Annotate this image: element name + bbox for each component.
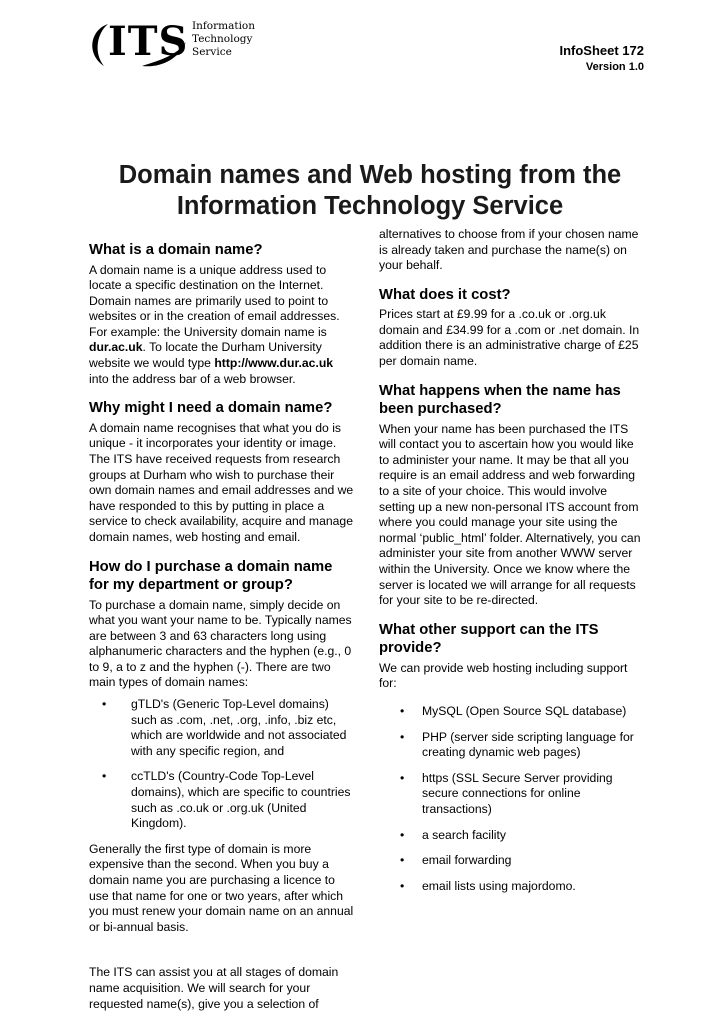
heading-after-purchase: What happens when the name has been purchased? bbox=[379, 382, 621, 418]
list-item: • email lists using majordomo. bbox=[400, 878, 576, 893]
sheet-version: Version 1.0 bbox=[585, 61, 644, 73]
paragraph-after-purchase: When your name has been purchased the ITS will contact you to ascertain how you would like to administer your name. It may be that all you require is an email address and web forwarding to a site of your choice. This would involve setting up a new non-personal ITS account from where you could manage your site using the normal ‘public_html’ folder. Alternatively, you can administer your site from another WWW server within the University. Once we know where the server is located we will arrange for all requests for your site to be re-directed. bbox=[379, 421, 641, 608]
list-item: • a search facility bbox=[400, 827, 506, 842]
domain-example: dur.ac.uk bbox=[89, 340, 143, 355]
its-logo-subtitle bbox=[192, 20, 255, 59]
logo-line: Service bbox=[192, 46, 232, 58]
heading-other-support: What other support can the ITS provide? bbox=[379, 621, 599, 657]
paragraph-what-is-domain: A domain name is a unique address used to locate a specific destination on the Internet. Domain names are primarily used to point to websites or in the creation of email addresses. For example: the University domain name is dur.ac.uk. To locate the Durham University website we would type http://www.dur.ac.uk into the address bar of a web browser. bbox=[89, 262, 340, 386]
paragraph-continued: alternatives to choose from if your chosen name is already taken and purchase the name(s) on your behalf. bbox=[379, 227, 639, 273]
right-column bbox=[379, 227, 641, 904]
page-title bbox=[60, 160, 680, 222]
logo-line: Information bbox=[192, 20, 256, 32]
sheet-number: InfoSheet 172 bbox=[559, 43, 644, 58]
list-item: • https (SSL Secure Server providing secure connections for online transactions) bbox=[400, 770, 613, 816]
list-item: • gTLD's (Generic Top-Level domains) such as .com, .net, .org, .info, .biz etc, which are worldwide and not associated with any specific region, and bbox=[102, 697, 347, 758]
list-item: • MySQL (Open Source SQL database) bbox=[400, 703, 627, 718]
title-line: Domain names and Web hosting from the bbox=[118, 161, 622, 189]
title-line: Information Technology Service bbox=[176, 192, 564, 220]
paragraph-how-purchase: To purchase a domain name, simply decide on what you want your name to be. Typically names are between 3 and 63 characters long using alphanumeric characters and the hyphen (e.g., 0 to 9, a to z and the hyphen (-). There are two main types of domain names: bbox=[89, 597, 352, 690]
list-item: • email forwarding bbox=[400, 853, 512, 868]
url-example: http://www.dur.ac.uk bbox=[214, 356, 334, 371]
support-list bbox=[379, 704, 641, 894]
heading-cost: What does it cost? bbox=[379, 286, 511, 303]
heading-what-is-domain: What is a domain name? bbox=[89, 242, 263, 258]
heading-why-need: Why might I need a domain name? bbox=[89, 400, 333, 417]
domain-type-list bbox=[89, 697, 354, 832]
sheet-info bbox=[559, 43, 644, 75]
list-item: • PHP (server side scripting language for creating dynamic web pages) bbox=[400, 729, 634, 760]
its-logo bbox=[86, 16, 266, 76]
paragraph-why-need: A domain name recognises that what you do is unique - it incorporates your identity or image. The ITS have received requests from research groups at Durham who wish to purchase their own domain names and email addresses and we have responded to this by putting in place a service to check availability, acquire and manage domain names, web hosting and email. bbox=[89, 420, 354, 544]
logo-line: Technology bbox=[192, 33, 253, 45]
heading-how-purchase: How do I purchase a domain name for my department or group? bbox=[89, 558, 333, 593]
left-column bbox=[89, 227, 354, 1012]
paragraph-pricing-types: Generally the first type of domain is more expensive than the second. When you buy a domain name you are purchasing a licence to use that name for one or two years, after which you must renew your domain name on an annual or bi-annual basis. bbox=[89, 841, 354, 934]
paragraph-other-support: We can provide web hosting including support for: bbox=[379, 660, 628, 691]
paragraph-its-assist: The ITS can assist you at all stages of domain name acquisition. We will search for your requested name(s), give you a selection of bbox=[89, 965, 339, 1011]
list-item: • ccTLD's (Country-Code Top-Level domains), which are specific to countries such as .co.uk or .org.uk (United Kingdom). bbox=[102, 769, 351, 831]
its-wordmark: ITS bbox=[108, 18, 189, 65]
paragraph-cost: Prices start at £9.99 for a .co.uk or .org.uk domain and £34.99 for a .com or .net domain. In addition there is an administrative charge of £25 per domain name. bbox=[379, 307, 640, 369]
